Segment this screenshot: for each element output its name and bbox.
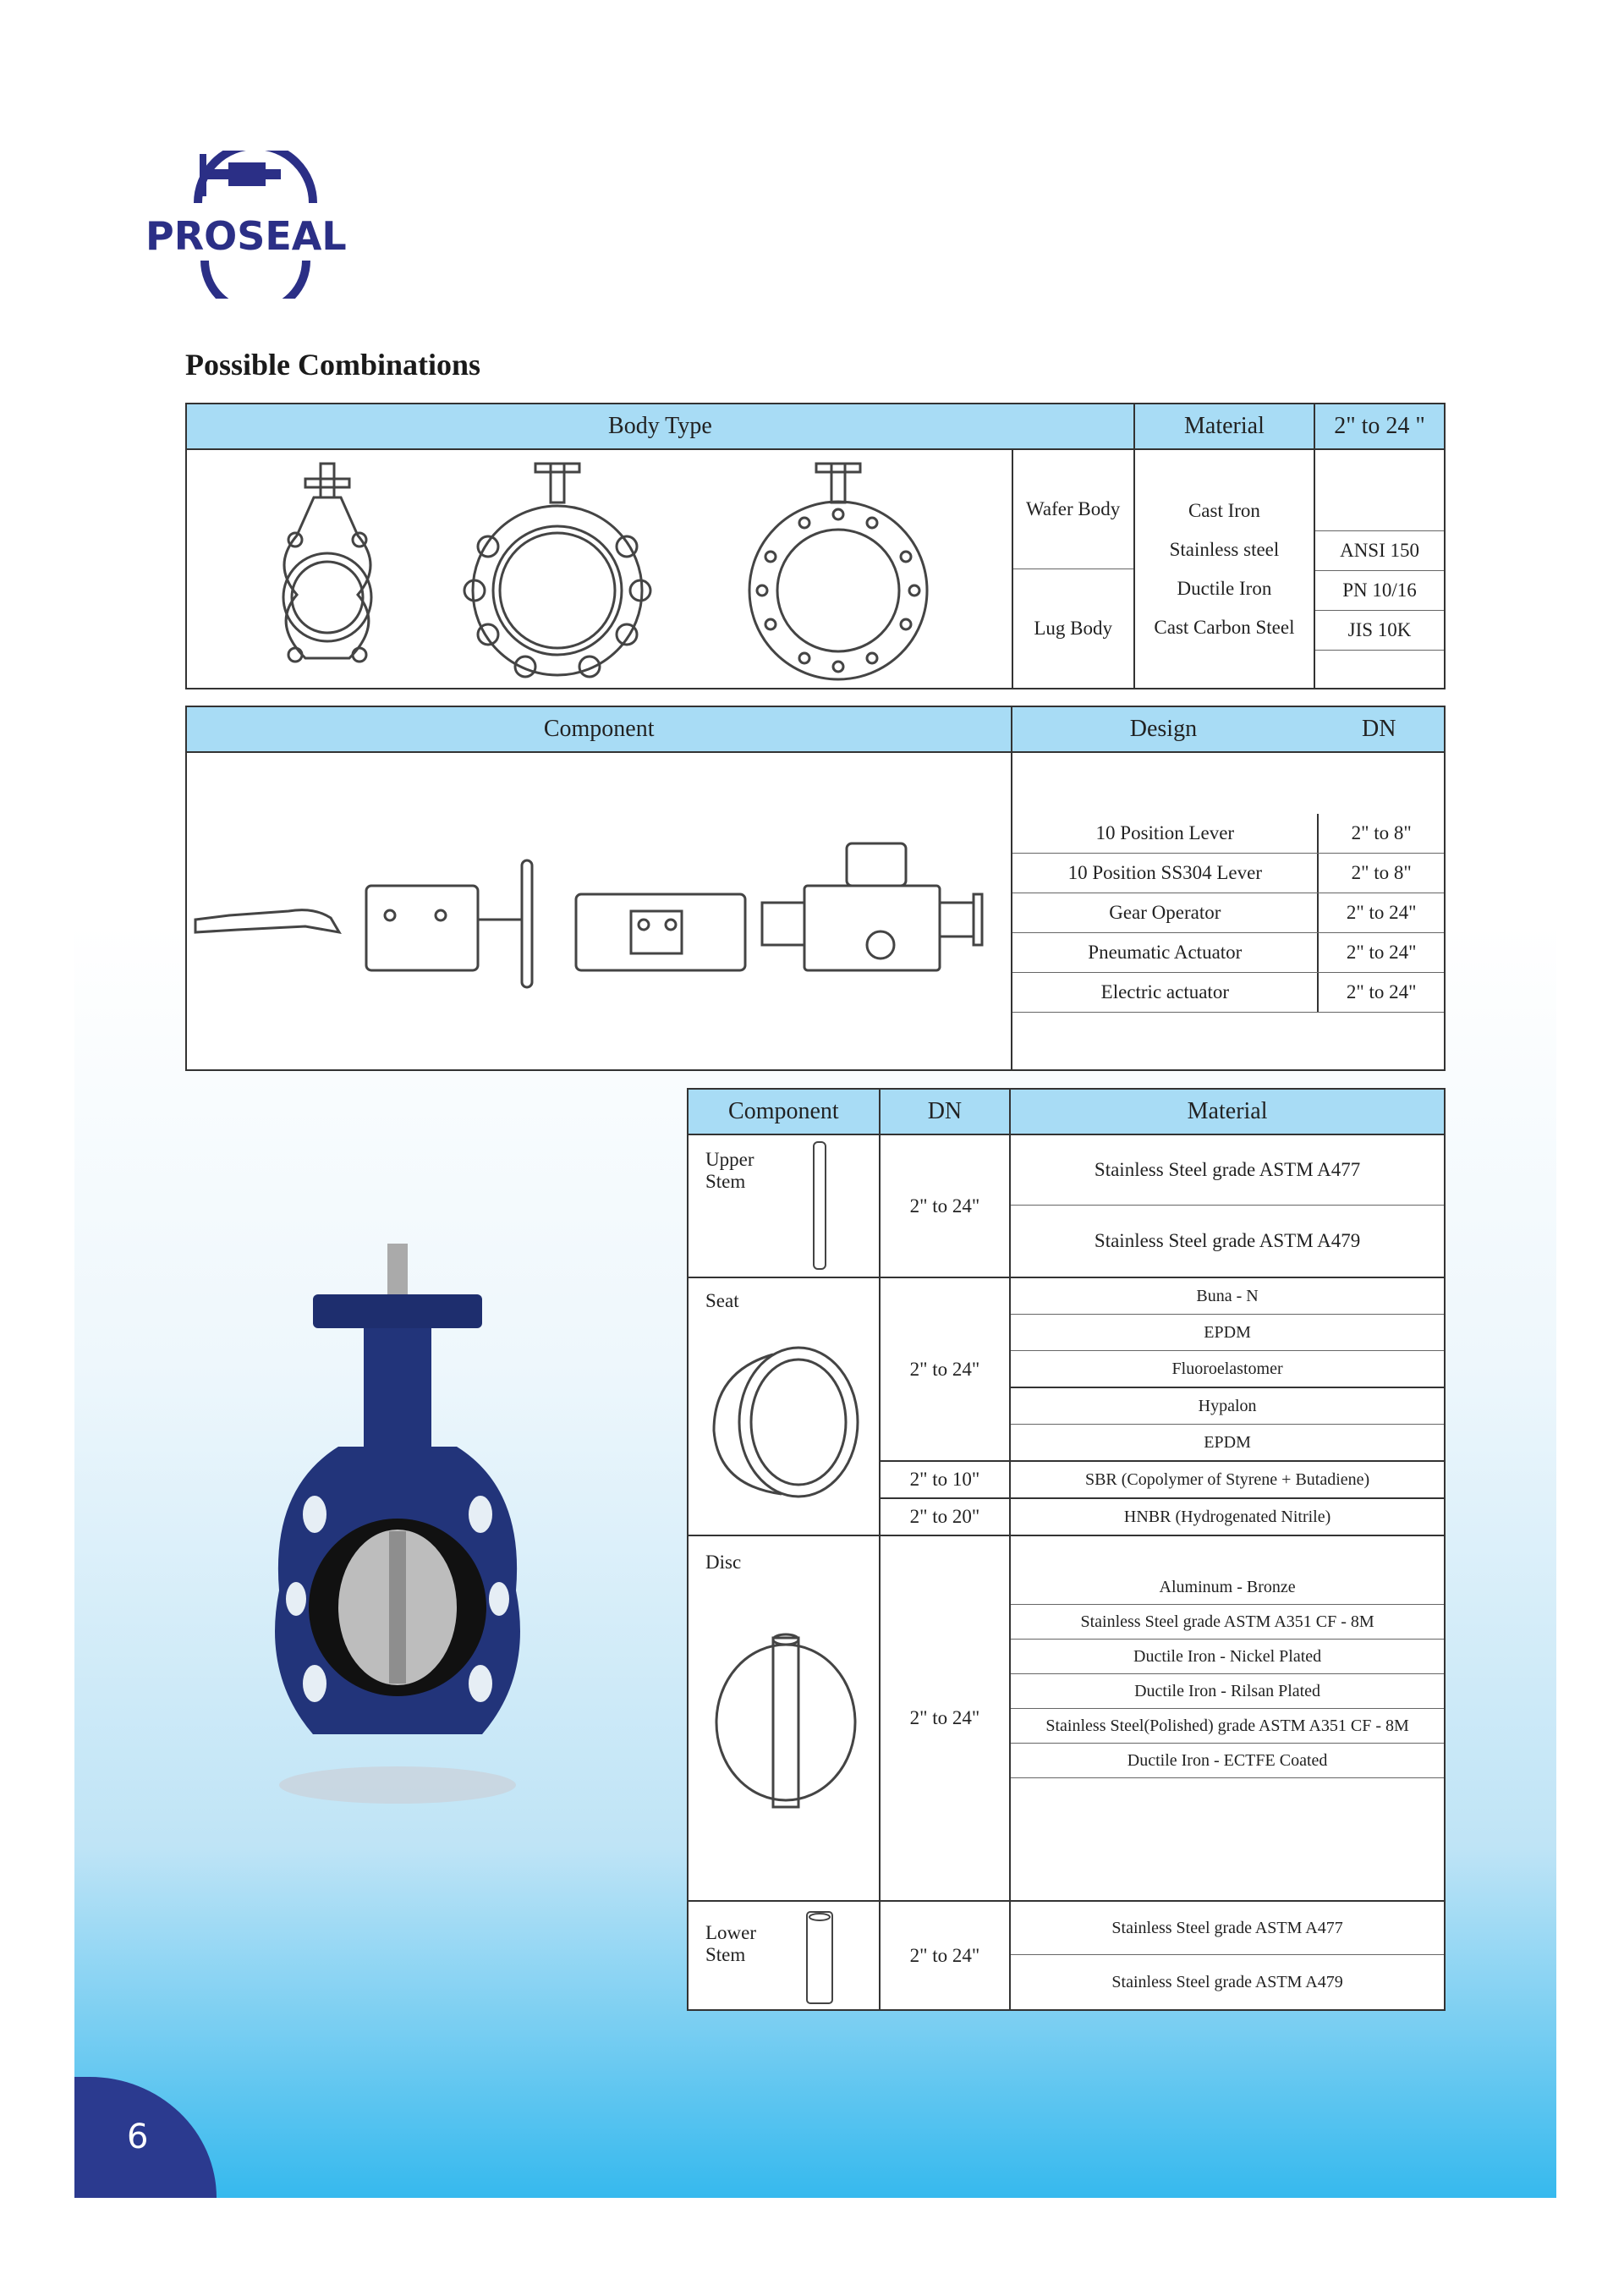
upper-stem-dn: 2" to 24" (880, 1134, 1010, 1277)
design-row: Electric actuator 2" to 24" (1012, 973, 1444, 1013)
seat-material-extra: HNBR (Hydrogenated Nitrile) (1010, 1498, 1445, 1535)
parts-table (687, 1088, 1446, 2011)
seat-cell (688, 1277, 880, 1535)
design-rows (1012, 752, 1445, 1070)
design-row: Pneumatic Actuator 2" to 24" (1012, 933, 1444, 973)
disc-cell (688, 1535, 880, 1901)
parts-dn-header: DN (880, 1089, 1010, 1134)
design-row: 10 Position SS304 Lever 2" to 8" (1012, 854, 1444, 893)
parts-material-header: Material (1010, 1089, 1445, 1134)
parts-component-header: Component (688, 1089, 880, 1134)
design-row: Gear Operator 2" to 24" (1012, 893, 1444, 933)
body-type-list (1012, 449, 1134, 689)
lower-stem-label: Lower (705, 1922, 757, 1943)
lower-stem-materials: Stainless Steel grade ASTM A477 Stainless Steel grade ASTM A479 (1010, 1901, 1445, 2010)
material-item: Stainless steel (1169, 538, 1280, 560)
actuator-drawings (186, 752, 1012, 1070)
actuator-table (185, 706, 1446, 1071)
dn-header: DN (1314, 706, 1445, 752)
disc-label: Disc (705, 1552, 742, 1573)
upper-stem-label: Upper (705, 1149, 754, 1170)
seat-label: Seat (705, 1290, 739, 1311)
brand-logo (145, 151, 365, 299)
butterfly-valve-image (254, 1235, 541, 1810)
valve-body-drawings-icon (187, 455, 999, 684)
standard-list (1314, 449, 1445, 689)
butterfly-valve-icon (254, 1235, 541, 1810)
page-heading: Possible Combinations (185, 348, 481, 382)
lower-stem-cell (688, 1901, 880, 2010)
range-header: 2" to 24 " (1314, 404, 1445, 449)
seat-materials: Buna - N EPDM Fluoroelastomer Hypalon EPDM (1010, 1277, 1445, 1461)
standard-item: JIS 10K (1315, 611, 1444, 651)
seat-ring-icon (705, 1338, 866, 1507)
actuator-drawings-icon (187, 827, 999, 996)
wafer-body-label: Wafer Body (1013, 450, 1133, 569)
standard-item: ANSI 150 (1315, 531, 1444, 571)
seat-material-extra: SBR (Copolymer of Styrene + Butadiene) (1010, 1461, 1445, 1498)
body-type-header: Body Type (186, 404, 1134, 449)
component-header: Component (186, 706, 1012, 752)
lower-stem-dn: 2" to 24" (880, 1901, 1010, 2010)
material-item: Cast Iron (1188, 499, 1260, 521)
body-type-drawings (186, 449, 1012, 689)
upper-stem-cell (688, 1134, 880, 1277)
lug-body-label: Lug Body (1034, 618, 1112, 639)
seat-dn-extra: 2" to 20" (880, 1498, 1010, 1535)
standard-item: PN 10/16 (1315, 571, 1444, 611)
upper-stem-icon (811, 1140, 828, 1272)
page-number: 6 (127, 2117, 149, 2156)
material-item: Ductile Iron (1177, 577, 1272, 599)
seat-dn-extra: 2" to 10" (880, 1461, 1010, 1498)
upper-stem-materials: Stainless Steel grade ASTM A477 Stainless Steel grade ASTM A479 (1010, 1134, 1445, 1277)
lower-stem-label: Stem (705, 1944, 746, 1965)
disc-materials: Aluminum - Bronze Stainless Steel grade ASTM A351 CF - 8M Ductile Iron - Nickel Plated Ductile Iron - Rilsan Plated Stainless Steel(Polished) grade ASTM A351 CF - 8M Ductile Iron - ECTFE Coated (1010, 1535, 1445, 1901)
body-type-table (185, 403, 1446, 689)
design-header: Design (1012, 706, 1314, 752)
design-row: 10 Position Lever 2" to 8" (1012, 814, 1444, 854)
material-item: Cast Carbon Steel (1154, 616, 1295, 638)
upper-stem-label: Stem (705, 1171, 746, 1192)
disc-dn: 2" to 24" (880, 1535, 1010, 1901)
material-header: Material (1134, 404, 1314, 449)
material-list (1134, 449, 1314, 689)
disc-icon (705, 1629, 866, 1815)
lower-stem-icon (803, 1909, 837, 2006)
seat-dn: 2" to 24" (880, 1277, 1010, 1461)
brand-name: PROSEAL (145, 213, 347, 259)
